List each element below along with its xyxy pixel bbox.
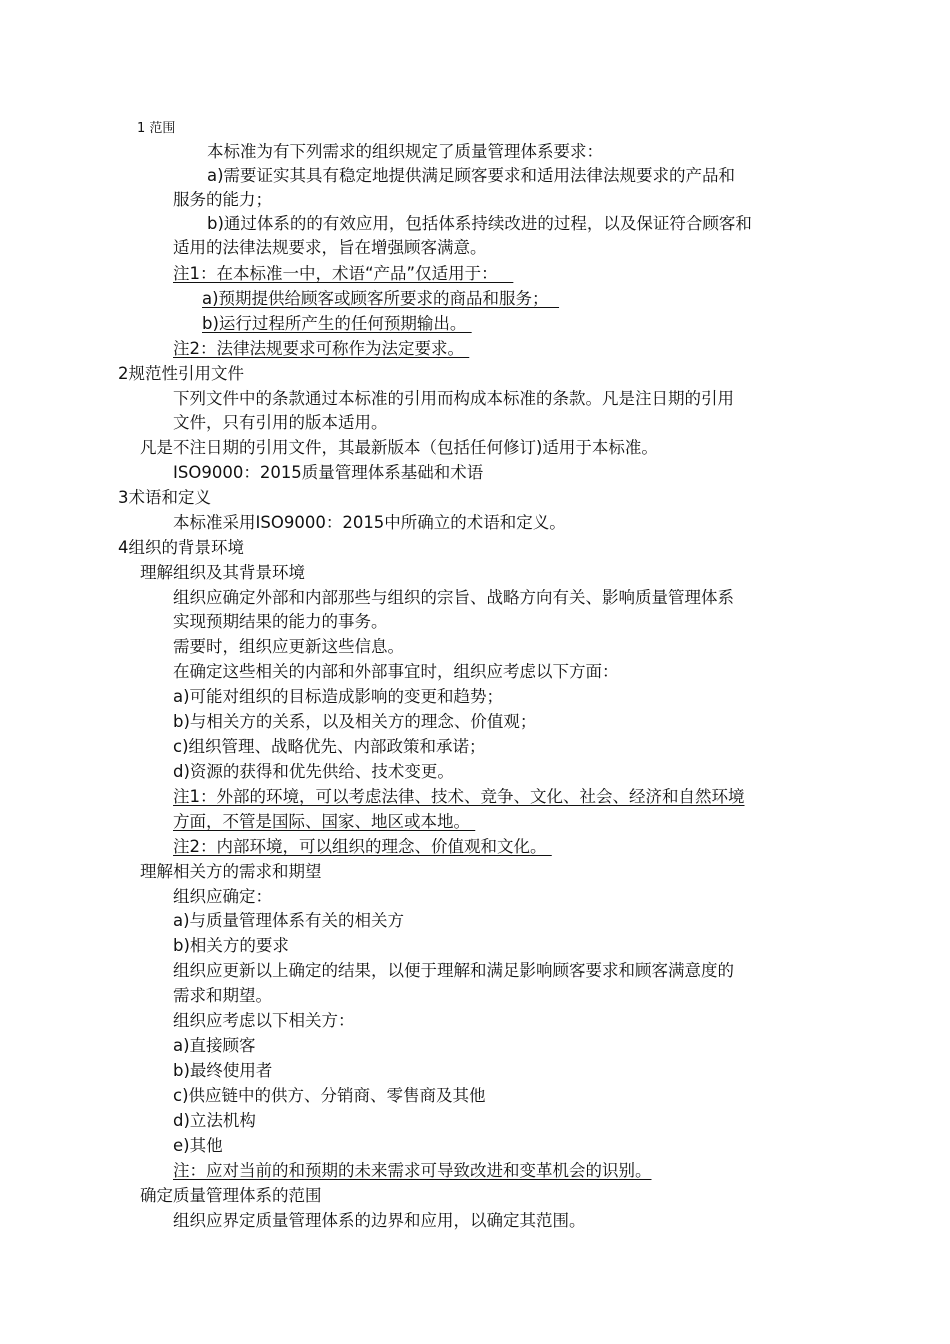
paragraph-line: 适用的法律法规要求，旨在增强顾客满意。 bbox=[173, 238, 487, 257]
paragraph-line: 组织应确定外部和内部那些与组织的宗旨、战略方向有关、影响质量管理体系 bbox=[173, 588, 734, 607]
paragraph-line: 组织应界定质量管理体系的边界和应用，以确定其范围。 bbox=[173, 1211, 586, 1230]
list-item: a)直接顾客 bbox=[173, 1036, 256, 1055]
note-line: 注2：法律法规要求可称作为法定要求。 bbox=[173, 339, 470, 358]
subsection-heading: 理解相关方的需求和期望 bbox=[140, 862, 322, 881]
note-line: 方面，不管是国际、国家、地区或本地。 bbox=[173, 812, 476, 831]
subsection-heading: 确定质量管理体系的范围 bbox=[140, 1186, 322, 1205]
paragraph-line: b)通过体系的的有效应用，包括体系持续改进的过程，以及保证符合顾客和 bbox=[207, 214, 752, 233]
list-item: c)供应链中的供方、分销商、零售商及其他 bbox=[173, 1086, 486, 1105]
note-line: 注：应对当前的和预期的未来需求可导致改进和变革机会的识别。 bbox=[173, 1161, 652, 1180]
paragraph-line: a)需要证实其具有稳定地提供满足顾客要求和适用法律法规要求的产品和 bbox=[207, 166, 736, 185]
paragraph-line: 本标准为有下列需求的组织规定了质量管理体系要求： bbox=[207, 142, 603, 161]
paragraph-line: 需要时，组织应更新这些信息。 bbox=[173, 637, 404, 656]
subsection-heading: 理解组织及其背景环境 bbox=[140, 563, 305, 582]
note-line: 注2：内部环境，可以组织的理念、价值观和文化。 bbox=[173, 837, 552, 856]
note-line: 注1：在本标准一中，术语“产品”仅适用于： bbox=[173, 264, 514, 283]
section-1-heading: 1 范围 bbox=[137, 121, 176, 136]
section-3-heading: 3术语和定义 bbox=[118, 488, 211, 507]
paragraph-line: ISO9000：2015质量管理体系基础和术语 bbox=[173, 463, 484, 482]
paragraph-line: 在确定这些相关的内部和外部事宜时，组织应考虑以下方面： bbox=[173, 662, 619, 681]
list-item: d)立法机构 bbox=[173, 1111, 256, 1130]
list-item: b)最终使用者 bbox=[173, 1061, 273, 1080]
list-item: b)相关方的要求 bbox=[173, 936, 289, 955]
note-line: 注1：外部的环境，可以考虑法律、技术、竞争、文化、社会、经济和自然环境 bbox=[173, 787, 745, 806]
list-item: a)与质量管理体系有关的相关方 bbox=[173, 911, 405, 930]
note-line: b)运行过程所产生的任何预期输出。 bbox=[202, 314, 472, 333]
paragraph-line: 需求和期望。 bbox=[173, 986, 272, 1005]
paragraph-line: 组织应考虑以下相关方： bbox=[173, 1011, 355, 1030]
paragraph-line: 凡是不注日期的引用文件，其最新版本（包括任何修订)适用于本标准。 bbox=[140, 438, 658, 457]
list-item: e)其他 bbox=[173, 1136, 223, 1155]
paragraph-line: 本标准采用ISO9000：2015中所确立的术语和定义。 bbox=[173, 513, 566, 532]
paragraph-line: 组织应确定： bbox=[173, 887, 272, 906]
paragraph-line: 下列文件中的条款通过本标准的引用而构成本标准的条款。凡是注日期的引用 bbox=[173, 389, 734, 408]
section-2-heading: 2规范性引用文件 bbox=[118, 364, 244, 383]
paragraph-line: 文件，只有引用的版本适用。 bbox=[173, 413, 388, 432]
paragraph-line: 实现预期结果的能力的事务。 bbox=[173, 612, 388, 631]
note-line: a)预期提供给顾客或顾客所要求的商品和服务； bbox=[202, 289, 560, 308]
paragraph-line: 组织应更新以上确定的结果，以便于理解和满足影响顾客要求和顾客满意度的 bbox=[173, 961, 734, 980]
section-4-heading: 4组织的背景环境 bbox=[118, 538, 244, 557]
paragraph-line: 服务的能力； bbox=[173, 190, 272, 209]
list-item: c)组织管理、战略优先、内部政策和承诺； bbox=[173, 737, 486, 756]
list-item: a)可能对组织的目标造成影响的变更和趋势； bbox=[173, 687, 504, 706]
list-item: d)资源的获得和优先供给、技术变更。 bbox=[173, 762, 454, 781]
list-item: b)与相关方的关系，以及相关方的理念、价值观； bbox=[173, 712, 537, 731]
